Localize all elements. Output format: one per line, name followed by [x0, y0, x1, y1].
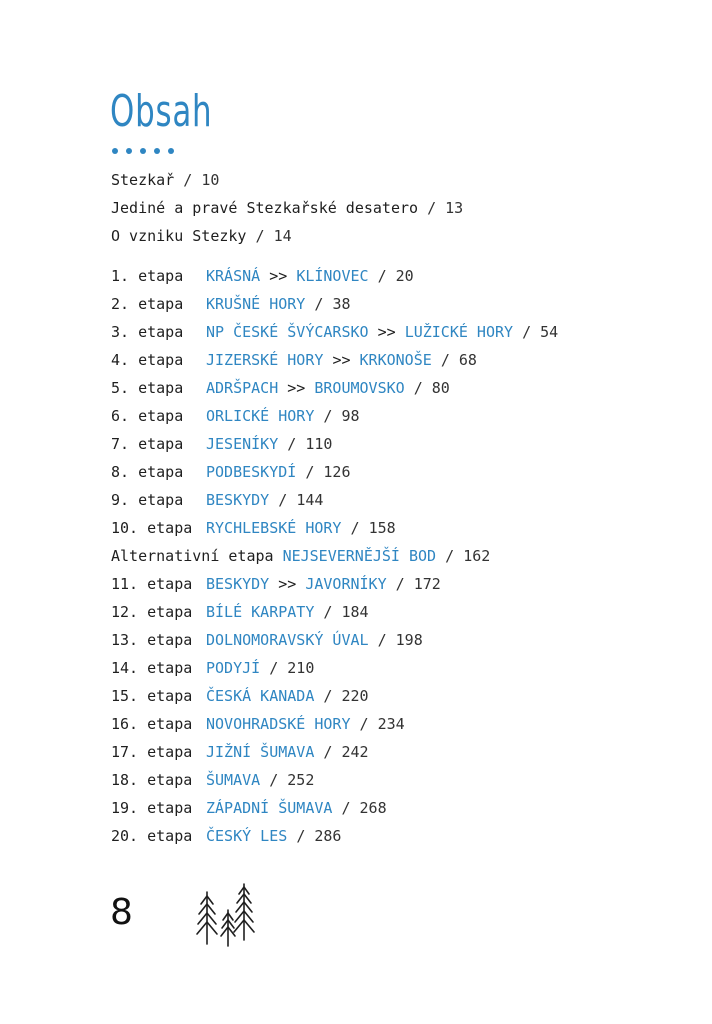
toc-place-name: PODBESKYDÍ — [206, 463, 297, 481]
toc-page-number: 158 — [368, 519, 396, 537]
toc-stage-label: 16. etapa — [111, 715, 193, 733]
toc-list — [111, 262, 558, 850]
toc-place-name: ADRŠPACH — [206, 379, 279, 397]
page-separator: / — [323, 407, 333, 425]
page-separator: / — [377, 631, 387, 649]
divider-dot — [140, 148, 146, 154]
intro-item-page: 14 — [273, 227, 292, 245]
intro-item-page: 10 — [201, 171, 220, 189]
toc-stage-label: 19. etapa — [111, 799, 193, 817]
toc-page-number: 162 — [463, 547, 491, 565]
toc-entry[interactable] — [111, 402, 558, 430]
toc-entry[interactable] — [111, 710, 558, 738]
intro-item[interactable] — [111, 194, 463, 222]
page-separator: / — [296, 827, 306, 845]
toc-entry[interactable] — [111, 766, 558, 794]
toc-stage-label: 11. etapa — [111, 575, 193, 593]
page-separator: / — [183, 171, 193, 189]
toc-page-number: 98 — [341, 407, 360, 425]
intro-item[interactable] — [111, 222, 463, 250]
intro-item-text: O vzniku Stezky — [111, 227, 247, 245]
toc-page-number: 110 — [305, 435, 333, 453]
toc-stage-label: 6. etapa — [111, 407, 184, 425]
toc-page-number: 126 — [323, 463, 351, 481]
page-separator: / — [255, 227, 265, 245]
title-dots-divider — [112, 148, 174, 154]
toc-stage-label: 1. etapa — [111, 267, 184, 285]
divider-dot — [168, 148, 174, 154]
toc-place-name: KRKONOŠE — [359, 351, 432, 369]
toc-stage-label: 3. etapa — [111, 323, 184, 341]
divider-dot — [154, 148, 160, 154]
page-title: Obsah — [110, 86, 213, 137]
toc-entry[interactable] — [111, 346, 558, 374]
toc-stage-label: 7. etapa — [111, 435, 184, 453]
page-separator: / — [359, 715, 369, 733]
toc-entry[interactable] — [111, 598, 558, 626]
toc-place-name: KRÁSNÁ — [206, 267, 261, 285]
toc-page-number: 184 — [341, 603, 369, 621]
toc-entry[interactable] — [111, 374, 558, 402]
toc-place-name: DOLNOMORAVSKÝ ÚVAL — [206, 631, 369, 649]
toc-place-name: PODYJÍ — [206, 659, 261, 677]
toc-arrow-separator: >> — [332, 351, 351, 369]
toc-place-name: KRUŠNÉ HORY — [206, 295, 306, 313]
toc-place-name: JIZERSKÉ HORY — [206, 351, 324, 369]
toc-entry[interactable] — [111, 822, 558, 850]
divider-dot — [126, 148, 132, 154]
page-separator: / — [377, 267, 387, 285]
toc-stage-label: 12. etapa — [111, 603, 193, 621]
toc-place-name: JESENÍKY — [206, 435, 279, 453]
page-separator: / — [445, 547, 455, 565]
toc-arrow-separator: >> — [287, 379, 306, 397]
toc-page-number: 268 — [359, 799, 387, 817]
pine-trees-icon — [195, 882, 259, 948]
intro-item-text: Jediné a pravé Stezkařské desatero — [111, 199, 419, 217]
toc-stage-label: 20. etapa — [111, 827, 193, 845]
toc-page-number: 68 — [458, 351, 477, 369]
toc-page-number: 38 — [332, 295, 351, 313]
toc-arrow-separator: >> — [278, 575, 297, 593]
toc-entry[interactable] — [111, 290, 558, 318]
intro-item-page: 13 — [445, 199, 464, 217]
page-separator: / — [350, 519, 360, 537]
toc-place-name: RYCHLEBSKÉ HORY — [206, 519, 342, 537]
toc-stage-label: 15. etapa — [111, 687, 193, 705]
intro-list — [111, 166, 463, 250]
toc-stage-label: 5. etapa — [111, 379, 184, 397]
toc-entry[interactable] — [111, 458, 558, 486]
toc-entry[interactable] — [111, 738, 558, 766]
page-separator: / — [269, 771, 279, 789]
toc-entry[interactable] — [111, 318, 558, 346]
page-separator: / — [278, 491, 288, 509]
toc-stage-label: 18. etapa — [111, 771, 193, 789]
toc-entry[interactable] — [111, 486, 558, 514]
toc-stage-label: 10. etapa — [111, 519, 193, 537]
intro-item[interactable] — [111, 166, 463, 194]
toc-arrow-separator: >> — [377, 323, 396, 341]
toc-page-number: 54 — [540, 323, 559, 341]
toc-page-number: 210 — [287, 659, 315, 677]
toc-place-name: BESKYDY — [206, 575, 270, 593]
toc-page-number: 80 — [431, 379, 450, 397]
toc-stage-label: 14. etapa — [111, 659, 193, 677]
toc-place-name: JAVORNÍKY — [305, 575, 387, 593]
toc-page-number: 286 — [314, 827, 342, 845]
toc-place-name: NP ČESKÉ ŠVÝCARSKO — [206, 323, 369, 341]
toc-entry[interactable] — [111, 542, 558, 570]
toc-place-name: NOVOHRADSKÉ HORY — [206, 715, 351, 733]
toc-stage-label: 2. etapa — [111, 295, 184, 313]
page-separator: / — [323, 603, 333, 621]
toc-stage-label: 17. etapa — [111, 743, 193, 761]
toc-page-number: 220 — [341, 687, 369, 705]
toc-arrow-separator: >> — [269, 267, 288, 285]
page-separator: / — [395, 575, 405, 593]
toc-page-number: 20 — [395, 267, 414, 285]
toc-stage-label: Alternativní etapa — [111, 547, 274, 565]
toc-page-number: 172 — [413, 575, 441, 593]
toc-entry[interactable] — [111, 654, 558, 682]
toc-place-name: ČESKÝ LES — [206, 827, 288, 845]
toc-entry[interactable] — [111, 430, 558, 458]
toc-entry[interactable] — [111, 794, 558, 822]
toc-place-name: KLÍNOVEC — [296, 267, 369, 285]
toc-place-name: ZÁPADNÍ ŠUMAVA — [206, 799, 333, 817]
page-separator: / — [287, 435, 297, 453]
page-separator: / — [269, 659, 279, 677]
toc-place-name: JIŽNÍ ŠUMAVA — [206, 743, 315, 761]
intro-item-text: Stezkař — [111, 171, 175, 189]
toc-stage-label: 4. etapa — [111, 351, 184, 369]
toc-page-number: 144 — [296, 491, 324, 509]
toc-page-number: 252 — [287, 771, 315, 789]
toc-stage-label: 13. etapa — [111, 631, 193, 649]
toc-place-name: BÍLÉ KARPATY — [206, 603, 315, 621]
toc-entry[interactable] — [111, 570, 558, 598]
toc-place-name: BESKYDY — [206, 491, 270, 509]
page-separator: / — [323, 743, 333, 761]
page-separator: / — [314, 295, 324, 313]
page-separator: / — [427, 199, 437, 217]
toc-entry[interactable] — [111, 514, 558, 542]
toc-place-name: ORLICKÉ HORY — [206, 407, 315, 425]
toc-stage-label: 8. etapa — [111, 463, 184, 481]
toc-place-name: ČESKÁ KANADA — [206, 687, 315, 705]
toc-stage-label: 9. etapa — [111, 491, 184, 509]
toc-place-name: LUŽICKÉ HORY — [404, 323, 514, 341]
page-number: 8 — [110, 892, 133, 933]
page-separator: / — [522, 323, 532, 341]
page-separator: / — [413, 379, 423, 397]
toc-entry[interactable] — [111, 626, 558, 654]
page-separator: / — [305, 463, 315, 481]
toc-entry[interactable] — [111, 682, 558, 710]
toc-entry[interactable] — [111, 262, 558, 290]
toc-page-number: 242 — [341, 743, 369, 761]
page-separator: / — [440, 351, 450, 369]
toc-place-name: NEJSEVERNĚJŠÍ BOD — [282, 547, 437, 565]
toc-place-name: ŠUMAVA — [206, 771, 261, 789]
page-separator: / — [341, 799, 351, 817]
toc-place-name: BROUMOVSKO — [314, 379, 405, 397]
toc-page-number: 198 — [395, 631, 423, 649]
toc-page-number: 234 — [377, 715, 405, 733]
divider-dot — [112, 148, 118, 154]
page-separator: / — [323, 687, 333, 705]
